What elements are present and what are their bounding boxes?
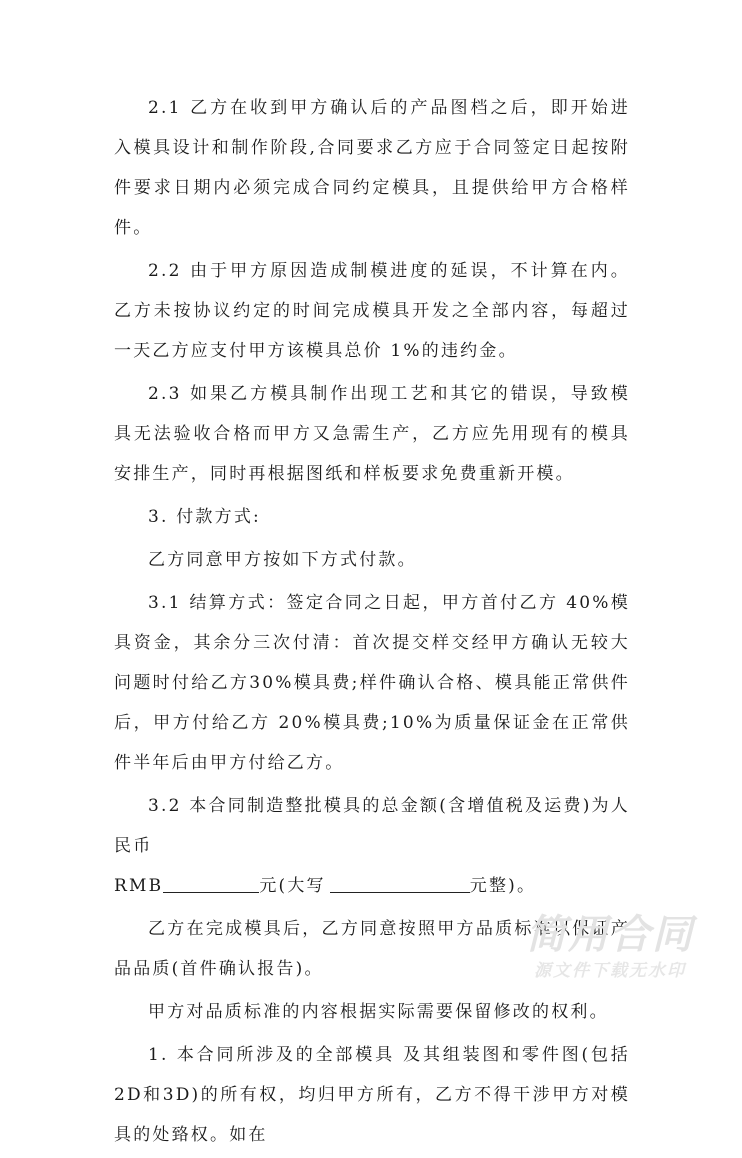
rmb-amount-blank[interactable]	[163, 874, 259, 893]
document-body	[114, 88, 638, 1158]
rmb-suffix: 元整)。	[469, 876, 537, 896]
clause-3-1: 3.1 结算方式：签定合同之日起，甲方首付乙方 40%模具资金，其余分三次付清：首次提交样交经甲方确认无较大问题时付给乙方30%模具费;样件确认合格、模具能正常供件后，甲方付给乙方 20%模具费;10%为质量保证金在正常供件半年后由甲方付给乙方。	[114, 593, 630, 773]
section-3-intro: 乙方同意甲方按如下方式付款。	[148, 550, 417, 570]
watermark-subtitle: 源文件下载无水印	[534, 961, 686, 981]
clause-2-2: 2.2 由于甲方原因造成制模进度的延误，不计算在内。 乙方未按协议约定的时间完成模具开发之全部内容，每超过一天乙方应支付甲方该模具总价 1%的违约金。	[114, 261, 638, 361]
rmb-prefix: RMB	[114, 876, 164, 896]
rmb-amount-line	[114, 866, 630, 906]
clause-2-1: 2.1 乙方在收到甲方确认后的产品图档之后，即开始进入模具设计和制作阶段,合同要求乙方应于合同签定日起按附件要求日期内必须完成合同约定模具，且提供给甲方合格样件。	[114, 98, 630, 238]
clause-3-2: 3.2 本合同制造整批模具的总金额(含增值税及运费)为人民币	[114, 796, 630, 856]
ownership-clause-1: 1. 本合同所涉及的全部模具 及其组装图和零件图(包括2D和3D)的所有权，均归甲方所有，乙方不得干涉甲方对模具的处臵权。如在	[114, 1045, 630, 1145]
rights-clause: 甲方对品质标准的内容根据实际需要保留修改的权利。	[148, 1002, 609, 1022]
section-3-heading: 3. 付款方式:	[148, 507, 261, 527]
watermark-title: 简用合同	[526, 912, 694, 958]
clause-2-3: 2.3 如果乙方模具制作出现工艺和其它的错误，导致模具无法验收合格而甲方又急需生产，乙方应先用现有的模具安排生产，同时再根据图纸和样板要求免费重新开模。	[114, 384, 630, 484]
rmb-amount-words-blank[interactable]	[330, 874, 470, 893]
quality-clause: 乙方在完成模具后，乙方同意按照甲方品质标准以保证产品品质(首件确认报告)。	[114, 919, 630, 979]
rmb-middle-text: 元(大写	[259, 876, 326, 896]
